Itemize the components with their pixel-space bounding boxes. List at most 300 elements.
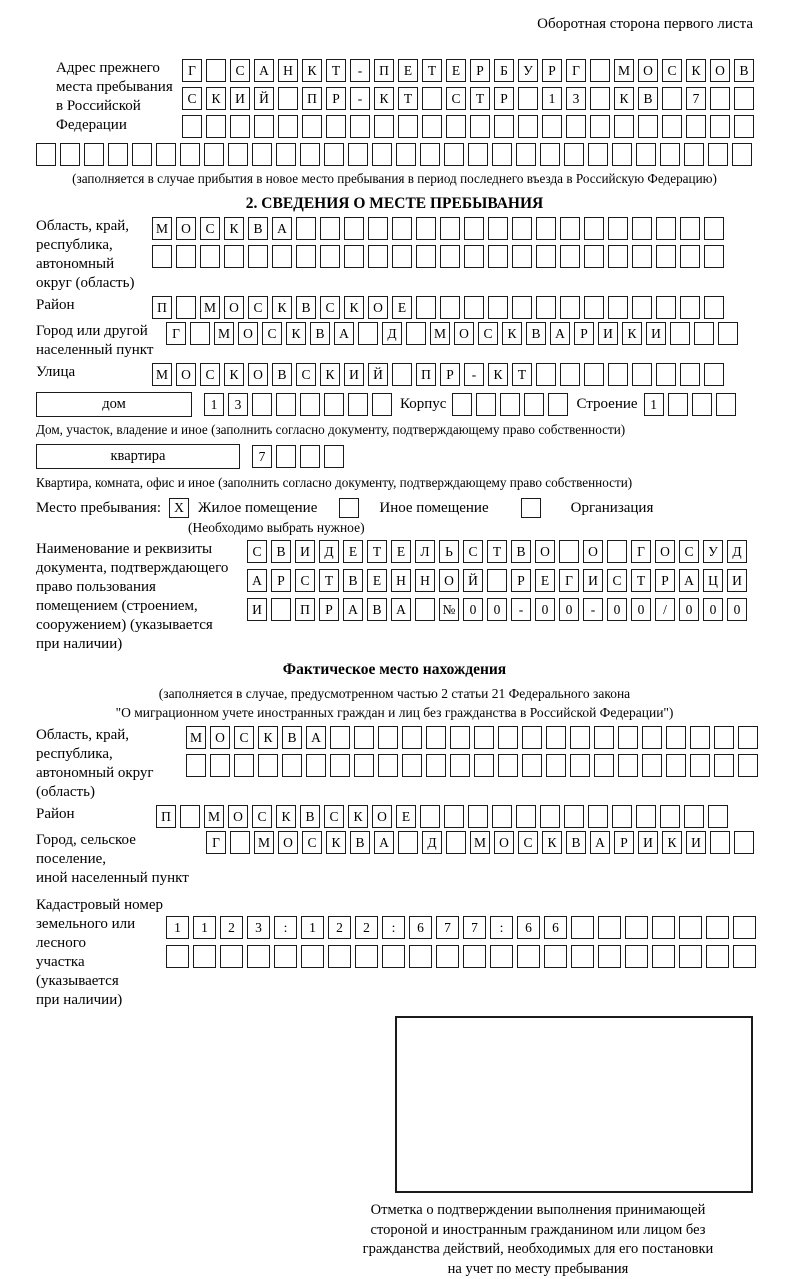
char-cell: 7 <box>436 916 459 939</box>
char-cell: К <box>344 296 364 319</box>
char-cell <box>446 115 466 138</box>
char-cell: 7 <box>686 87 706 110</box>
char-cell <box>378 726 398 749</box>
char-cell <box>474 754 494 777</box>
char-cell <box>546 726 566 749</box>
label-line: сооружением) (указывается <box>36 616 247 635</box>
mesto-label: Место пребывания: <box>36 500 161 517</box>
char-cell: К <box>686 59 706 82</box>
char-cell: В <box>248 217 268 240</box>
char-cell <box>560 245 580 268</box>
char-cell <box>680 245 700 268</box>
prev-address-row-3 <box>182 115 754 138</box>
fact-raion-row <box>36 805 753 828</box>
char-cell: О <box>176 363 196 386</box>
char-cell: - <box>350 59 370 82</box>
char-cell <box>584 363 604 386</box>
fact-oblast-cells-2 <box>186 754 758 777</box>
char-cell: С <box>478 322 498 345</box>
char-cell <box>488 296 508 319</box>
char-cell <box>426 726 446 749</box>
option-label-inoe: Иное помещение <box>379 500 488 517</box>
char-cell <box>512 245 532 268</box>
char-cell <box>498 726 518 749</box>
char-cell: М <box>152 363 172 386</box>
document-cells-3 <box>247 598 747 621</box>
char-cell <box>571 916 594 939</box>
char-cell: Р <box>440 363 460 386</box>
char-cell: О <box>176 217 196 240</box>
char-cell <box>348 393 368 416</box>
kadastr-label <box>36 896 166 1010</box>
char-cell <box>656 217 676 240</box>
char-cell <box>186 754 206 777</box>
char-cell <box>278 115 298 138</box>
char-cell <box>444 805 464 828</box>
char-cell: К <box>622 322 642 345</box>
char-cell: К <box>320 363 340 386</box>
fact-intro <box>36 684 753 722</box>
char-cell <box>180 143 200 166</box>
char-cell <box>734 87 754 110</box>
char-cell <box>594 754 614 777</box>
char-cell <box>320 245 340 268</box>
dom-box: дом <box>36 392 192 417</box>
char-cell: М <box>214 322 234 345</box>
checkbox-org <box>521 498 541 518</box>
char-cell <box>517 945 540 968</box>
char-cell: С <box>662 59 682 82</box>
oblast-cells-2 <box>152 245 724 268</box>
document-row <box>36 540 753 654</box>
oblast-cells-1 <box>152 217 724 240</box>
char-cell: Р <box>271 569 291 592</box>
char-cell <box>636 805 656 828</box>
char-cell <box>710 831 730 854</box>
char-cell <box>512 296 532 319</box>
kadastr-cells-2 <box>166 945 756 968</box>
char-cell <box>368 217 388 240</box>
char-cell <box>642 726 662 749</box>
char-cell <box>278 87 298 110</box>
char-cell <box>252 393 272 416</box>
fact-oblast-label <box>36 726 186 802</box>
kvartira-caption: Квартира, комната, офис и иное (заполнить согласно документу, подтверждающему право собственности) <box>36 474 753 492</box>
char-cell <box>522 726 542 749</box>
char-cell: Р <box>614 831 634 854</box>
char-cell: К <box>542 831 562 854</box>
char-cell: К <box>272 296 292 319</box>
char-cell: И <box>646 322 666 345</box>
char-cell: 1 <box>166 916 189 939</box>
char-cell <box>464 296 484 319</box>
char-cell: / <box>655 598 675 621</box>
char-cell <box>204 143 224 166</box>
char-cell <box>584 245 604 268</box>
char-cell <box>440 217 460 240</box>
char-cell: В <box>282 726 302 749</box>
char-cell <box>300 445 320 468</box>
label-line: (область) <box>36 783 186 802</box>
char-cell: Е <box>398 59 418 82</box>
char-cell <box>738 754 758 777</box>
char-cell <box>625 916 648 939</box>
char-cell <box>324 445 344 468</box>
char-cell: В <box>271 540 291 563</box>
char-cell: К <box>286 322 306 345</box>
ulitsa-cells <box>152 363 724 386</box>
intro-line: (заполняется в случае, предусмотренном частью 2 статьи 21 Федерального закона <box>36 684 753 703</box>
raion-cells <box>152 296 724 319</box>
label-line: Область, край, <box>36 726 186 745</box>
char-cell <box>444 143 464 166</box>
char-cell: Е <box>392 296 412 319</box>
char-cell <box>60 143 80 166</box>
label-line: Область, край, <box>36 217 152 236</box>
char-cell: Т <box>319 569 339 592</box>
char-cell: К <box>206 87 226 110</box>
char-cell: А <box>374 831 394 854</box>
char-cell <box>588 143 608 166</box>
raion-label: Район <box>36 296 152 315</box>
char-cell <box>714 726 734 749</box>
char-cell <box>608 363 628 386</box>
char-cell: М <box>204 805 224 828</box>
char-cell <box>512 217 532 240</box>
char-cell: А <box>334 322 354 345</box>
char-cell <box>398 115 418 138</box>
char-cell: И <box>344 363 364 386</box>
checkbox-inoe <box>339 498 359 518</box>
char-cell: А <box>391 598 411 621</box>
char-cell: 0 <box>679 598 699 621</box>
char-cell <box>450 754 470 777</box>
char-cell <box>328 945 351 968</box>
char-cell <box>652 945 675 968</box>
char-cell: М <box>614 59 634 82</box>
char-cell <box>706 916 729 939</box>
char-cell: А <box>306 726 326 749</box>
char-cell: С <box>234 726 254 749</box>
char-cell <box>470 115 490 138</box>
gorod-cells <box>166 322 738 345</box>
char-cell: К <box>348 805 368 828</box>
char-cell <box>490 945 513 968</box>
char-cell <box>590 59 610 82</box>
char-cell <box>732 143 752 166</box>
char-cell: Р <box>319 598 339 621</box>
char-cell <box>618 726 638 749</box>
char-cell: И <box>727 569 747 592</box>
char-cell <box>588 805 608 828</box>
char-cell <box>422 87 442 110</box>
char-cell <box>416 217 436 240</box>
char-cell: 2 <box>355 916 378 939</box>
char-cell <box>274 945 297 968</box>
char-cell <box>590 115 610 138</box>
char-cell: С <box>200 217 220 240</box>
char-cell: К <box>224 363 244 386</box>
char-cell: И <box>583 569 603 592</box>
char-cell <box>690 754 710 777</box>
char-cell <box>608 217 628 240</box>
char-cell: К <box>662 831 682 854</box>
char-cell: В <box>526 322 546 345</box>
char-cell <box>498 754 518 777</box>
char-cell: : <box>490 916 513 939</box>
label-line: округ (область) <box>36 274 152 293</box>
char-cell: И <box>598 322 618 345</box>
char-cell <box>344 245 364 268</box>
char-cell <box>463 945 486 968</box>
char-cell: Т <box>470 87 490 110</box>
stroenie-label: Строение <box>576 395 637 414</box>
char-cell <box>300 143 320 166</box>
char-cell <box>680 217 700 240</box>
prev-address-row-2 <box>182 87 754 110</box>
char-cell: Р <box>470 59 490 82</box>
caption-line: гражданства действий, необходимых для его постановки <box>323 1240 753 1260</box>
char-cell: 0 <box>607 598 627 621</box>
oblast-row <box>36 217 753 293</box>
char-cell <box>372 143 392 166</box>
char-cell <box>614 115 634 138</box>
confirmation-stamp-box <box>395 1016 753 1193</box>
char-cell <box>710 87 730 110</box>
char-cell <box>474 726 494 749</box>
char-cell <box>302 115 322 138</box>
char-cell <box>436 945 459 968</box>
char-cell: 3 <box>566 87 586 110</box>
char-cell <box>564 805 584 828</box>
char-cell: 2 <box>328 916 351 939</box>
char-cell: Т <box>487 540 507 563</box>
char-cell: 0 <box>535 598 555 621</box>
char-cell: К <box>302 59 322 82</box>
char-cell: А <box>247 569 267 592</box>
char-cell <box>522 754 542 777</box>
char-cell: 6 <box>409 916 432 939</box>
char-cell <box>718 322 738 345</box>
char-cell <box>666 754 686 777</box>
char-cell <box>354 726 374 749</box>
char-cell: Е <box>343 540 363 563</box>
char-cell <box>446 831 466 854</box>
char-cell <box>684 805 704 828</box>
char-cell: 0 <box>727 598 747 621</box>
char-cell: Й <box>254 87 274 110</box>
char-cell <box>392 245 412 268</box>
char-cell: Г <box>631 540 651 563</box>
char-cell <box>176 245 196 268</box>
label-line: в Российской <box>56 97 182 116</box>
char-cell: М <box>430 322 450 345</box>
checkbox-zhiloe <box>169 498 189 518</box>
char-cell <box>642 754 662 777</box>
char-cell <box>344 217 364 240</box>
char-cell: Р <box>511 569 531 592</box>
char-cell <box>398 831 418 854</box>
char-cell <box>704 296 724 319</box>
mesto-note: (Необходимо выбрать нужное) <box>188 520 753 536</box>
char-cell <box>276 393 296 416</box>
char-cell <box>206 59 226 82</box>
prev-address-row-4 <box>36 143 753 166</box>
char-cell: 7 <box>252 445 272 468</box>
char-cell <box>488 245 508 268</box>
char-cell <box>584 217 604 240</box>
char-cell: В <box>310 322 330 345</box>
char-cell <box>402 726 422 749</box>
fact-gorod-row <box>36 831 753 888</box>
label-line: право пользования <box>36 578 247 597</box>
char-cell: О <box>439 569 459 592</box>
char-cell <box>182 115 202 138</box>
char-cell <box>416 296 436 319</box>
char-cell <box>656 363 676 386</box>
label-line: Город, сельское поселение, <box>36 831 206 869</box>
char-cell: 0 <box>559 598 579 621</box>
char-cell <box>668 393 688 416</box>
char-cell: Р <box>655 569 675 592</box>
kvartira-row <box>36 444 753 469</box>
char-cell <box>636 143 656 166</box>
char-cell: 7 <box>463 916 486 939</box>
document-label <box>36 540 247 654</box>
char-cell <box>500 393 520 416</box>
document-cells-1 <box>247 540 747 563</box>
char-cell: А <box>550 322 570 345</box>
char-cell <box>704 217 724 240</box>
label-line: Кадастровый номер <box>36 896 166 915</box>
fact-oblast-cells-1 <box>186 726 758 749</box>
char-cell <box>228 143 248 166</box>
char-cell: А <box>679 569 699 592</box>
char-cell <box>252 143 272 166</box>
char-cell <box>680 363 700 386</box>
fact-gorod-cells <box>206 831 754 854</box>
char-cell <box>548 393 568 416</box>
char-cell <box>392 363 412 386</box>
char-cell: О <box>638 59 658 82</box>
char-cell <box>516 805 536 828</box>
char-cell: Т <box>398 87 418 110</box>
char-cell: В <box>566 831 586 854</box>
char-cell: 0 <box>487 598 507 621</box>
char-cell <box>358 322 378 345</box>
char-cell: Й <box>368 363 388 386</box>
char-cell: Г <box>566 59 586 82</box>
char-cell: Т <box>367 540 387 563</box>
char-cell <box>708 143 728 166</box>
char-cell <box>396 143 416 166</box>
char-cell: С <box>302 831 322 854</box>
char-cell: Н <box>415 569 435 592</box>
stroenie-cells <box>644 393 736 416</box>
char-cell <box>494 115 514 138</box>
char-cell <box>492 143 512 166</box>
label-line: при наличии) <box>36 991 166 1010</box>
char-cell: Г <box>206 831 226 854</box>
char-cell <box>248 245 268 268</box>
char-cell: О <box>224 296 244 319</box>
label-line: республика, <box>36 745 186 764</box>
section2-title: 2. СВЕДЕНИЯ О МЕСТЕ ПРЕБЫВАНИЯ <box>36 195 753 213</box>
char-cell: О <box>655 540 675 563</box>
char-cell <box>450 726 470 749</box>
char-cell <box>320 217 340 240</box>
char-cell <box>234 754 254 777</box>
char-cell: 0 <box>463 598 483 621</box>
char-cell: И <box>295 540 315 563</box>
char-cell <box>84 143 104 166</box>
char-cell <box>710 115 730 138</box>
ulitsa-label: Улица <box>36 363 152 382</box>
char-cell <box>488 217 508 240</box>
label-line: земельного или лесного <box>36 915 166 953</box>
char-cell: Е <box>535 569 555 592</box>
char-cell <box>193 945 216 968</box>
char-cell <box>382 945 405 968</box>
mesto-row <box>36 498 753 518</box>
prev-address-row-1 <box>182 59 754 82</box>
raion-row <box>36 296 753 319</box>
char-cell <box>166 945 189 968</box>
char-cell <box>330 754 350 777</box>
char-cell <box>704 245 724 268</box>
char-cell: О <box>368 296 388 319</box>
char-cell: М <box>186 726 206 749</box>
char-cell <box>254 115 274 138</box>
char-cell <box>608 245 628 268</box>
char-cell <box>247 945 270 968</box>
char-cell <box>542 115 562 138</box>
option-label-org: Организация <box>571 500 654 517</box>
label-line: Федерации <box>56 116 182 135</box>
char-cell: В <box>734 59 754 82</box>
char-cell: Р <box>494 87 514 110</box>
ulitsa-row <box>36 363 753 386</box>
char-cell: О <box>372 805 392 828</box>
char-cell <box>176 296 196 319</box>
char-cell <box>656 296 676 319</box>
char-cell <box>632 363 652 386</box>
char-cell <box>598 916 621 939</box>
kadastr-row <box>36 896 753 1010</box>
char-cell <box>355 945 378 968</box>
char-cell <box>180 805 200 828</box>
char-cell <box>540 143 560 166</box>
char-cell: К <box>374 87 394 110</box>
char-cell: П <box>302 87 322 110</box>
char-cell <box>476 393 496 416</box>
char-cell <box>464 245 484 268</box>
char-cell <box>571 945 594 968</box>
char-cell <box>392 217 412 240</box>
char-cell: Ц <box>703 569 723 592</box>
char-cell <box>612 805 632 828</box>
char-cell: С <box>252 805 272 828</box>
char-cell: П <box>295 598 315 621</box>
char-cell: Е <box>367 569 387 592</box>
char-cell <box>660 143 680 166</box>
char-cell <box>536 363 556 386</box>
char-cell <box>632 245 652 268</box>
char-cell <box>324 393 344 416</box>
char-cell <box>422 115 442 138</box>
char-cell: В <box>296 296 316 319</box>
char-cell <box>536 217 556 240</box>
